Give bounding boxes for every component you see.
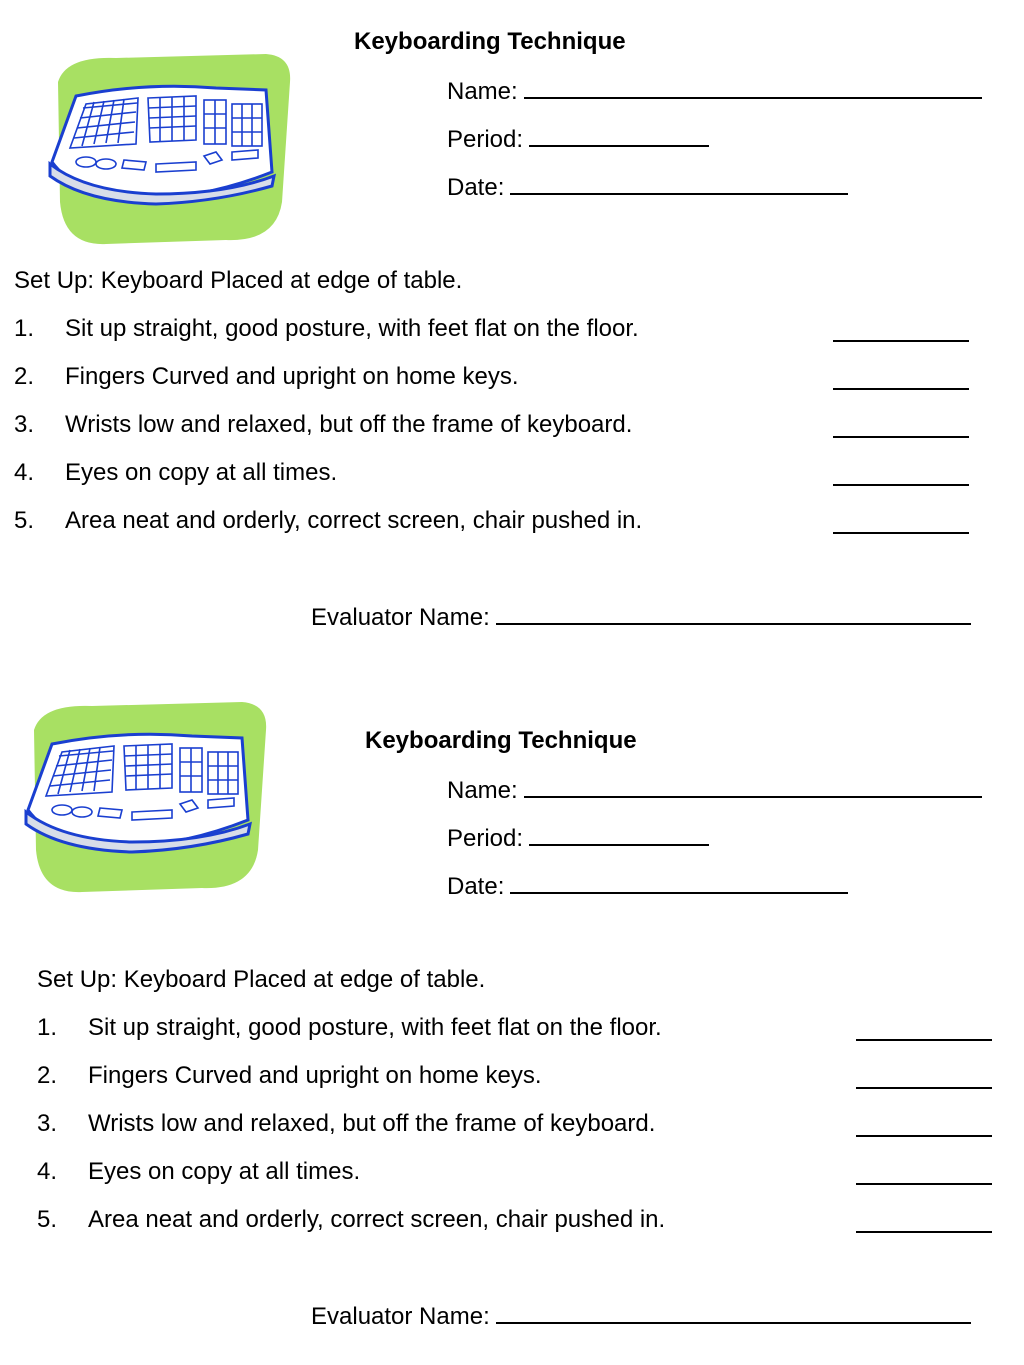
date-input-line[interactable] — [510, 171, 848, 195]
list-item — [14, 459, 34, 487]
name-field — [447, 774, 982, 805]
item-score-line[interactable] — [833, 484, 969, 486]
item-text: Area neat and orderly, correct screen, chair pushed in. — [88, 1206, 666, 1233]
item-score-line[interactable] — [833, 532, 969, 534]
evaluator-field — [311, 1300, 971, 1331]
period-field — [447, 822, 709, 853]
period-field — [447, 123, 709, 154]
date-field — [447, 171, 848, 202]
setup-text: Set Up: Keyboard Placed at edge of table. — [14, 267, 463, 294]
item-text: Eyes on copy at all times. — [88, 1158, 361, 1185]
item-number: 4. — [37, 1158, 58, 1185]
list-item — [37, 1206, 57, 1234]
evaluator-field — [311, 601, 971, 632]
date-field — [447, 870, 848, 901]
keyboard-clipart-icon — [22, 700, 270, 896]
setup-text: Set Up: Keyboard Placed at edge of table. — [37, 966, 486, 993]
item-number: 5. — [14, 507, 35, 534]
item-score-line[interactable] — [833, 436, 969, 438]
name-label: Name: — [447, 777, 518, 804]
period-label: Period: — [447, 825, 524, 852]
item-text: Sit up straight, good posture, with feet flat on the floor. — [65, 315, 639, 342]
item-number: 2. — [14, 363, 35, 390]
form-title: Keyboarding Technique — [354, 28, 626, 55]
list-item — [37, 1014, 57, 1042]
item-score-line[interactable] — [856, 1231, 992, 1233]
list-item — [37, 1062, 57, 1090]
item-text: Fingers Curved and upright on home keys. — [88, 1062, 542, 1089]
list-item — [14, 411, 34, 439]
item-text: Fingers Curved and upright on home keys. — [65, 363, 519, 390]
item-number: 3. — [37, 1110, 58, 1137]
name-input-line[interactable] — [524, 774, 982, 798]
item-score-line[interactable] — [833, 340, 969, 342]
date-label: Date: — [447, 174, 505, 201]
name-input-line[interactable] — [524, 75, 982, 99]
item-number: 1. — [14, 315, 35, 342]
list-item — [14, 315, 34, 343]
evaluator-input-line[interactable] — [496, 1300, 971, 1324]
list-item — [37, 1110, 57, 1138]
name-label: Name: — [447, 78, 518, 105]
form-title: Keyboarding Technique — [365, 727, 637, 754]
item-text: Wrists low and relaxed, but off the frame of keyboard. — [65, 411, 633, 438]
period-label: Period: — [447, 126, 524, 153]
item-text: Wrists low and relaxed, but off the frame of keyboard. — [88, 1110, 656, 1137]
item-text: Area neat and orderly, correct screen, chair pushed in. — [65, 507, 643, 534]
list-item — [14, 363, 34, 391]
list-item — [37, 1158, 57, 1186]
item-text: Eyes on copy at all times. — [65, 459, 338, 486]
item-number: 3. — [14, 411, 35, 438]
item-number: 5. — [37, 1206, 58, 1233]
keyboard-clipart-icon — [46, 52, 294, 248]
item-score-line[interactable] — [833, 388, 969, 390]
list-item — [14, 507, 34, 535]
item-score-line[interactable] — [856, 1183, 992, 1185]
item-number: 1. — [37, 1014, 58, 1041]
item-text: Sit up straight, good posture, with feet flat on the floor. — [88, 1014, 662, 1041]
evaluator-input-line[interactable] — [496, 601, 971, 625]
item-score-line[interactable] — [856, 1039, 992, 1041]
period-input-line[interactable] — [529, 822, 709, 846]
item-score-line[interactable] — [856, 1135, 992, 1137]
evaluator-label: Evaluator Name: — [311, 604, 490, 631]
date-label: Date: — [447, 873, 505, 900]
item-number: 2. — [37, 1062, 58, 1089]
date-input-line[interactable] — [510, 870, 848, 894]
evaluator-label: Evaluator Name: — [311, 1303, 490, 1330]
period-input-line[interactable] — [529, 123, 709, 147]
item-score-line[interactable] — [856, 1087, 992, 1089]
item-number: 4. — [14, 459, 35, 486]
name-field — [447, 75, 982, 106]
